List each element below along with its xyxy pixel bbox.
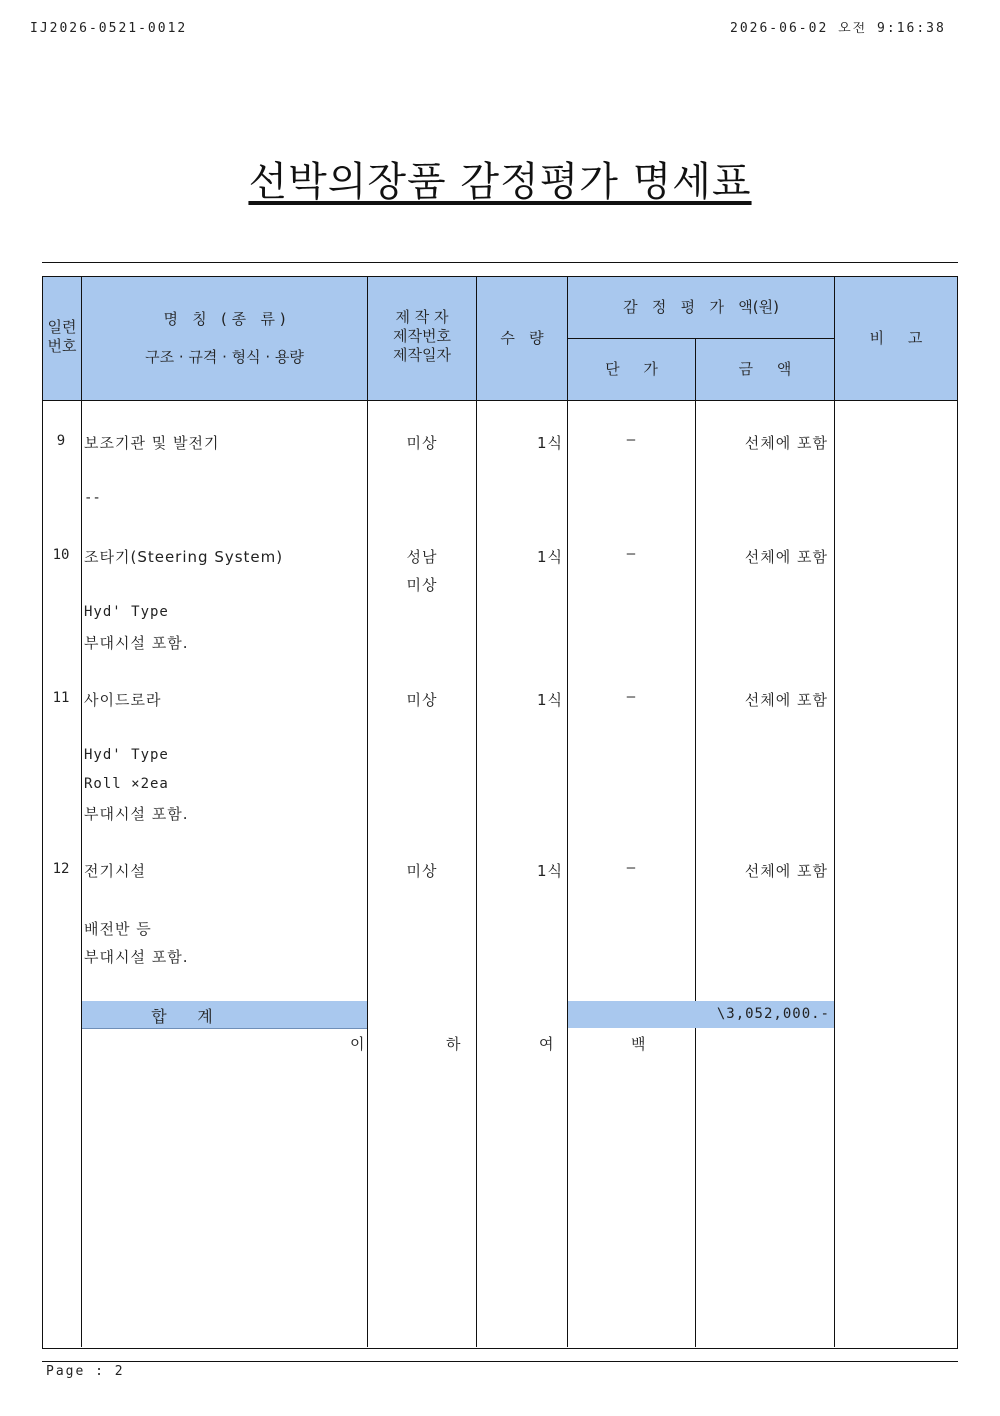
header-quantity: 수 량 [500, 329, 544, 347]
row-11-maker: 미상 [406, 691, 438, 709]
row-12-quantity: 1식 [536, 862, 563, 880]
row-10-maker-1: 성남 [406, 548, 438, 566]
row-12-maker: 미상 [406, 862, 438, 880]
header-name: 명 칭 ( 종 류 ) [163, 310, 286, 328]
row-12-detail-2: 부대시설 포함. [84, 948, 189, 966]
header-appraisal: 감 정 평 가 액(원) [623, 298, 779, 316]
row-12-unit-price: — [626, 860, 636, 876]
col-divider-1 [81, 277, 82, 1347]
total-label: 합 계 [151, 1007, 213, 1026]
row-9-unit-price: — [626, 432, 636, 448]
header-remarks: 비 고 [869, 329, 923, 347]
page-title: 선박의장품 감정평가 명세표 [248, 159, 752, 205]
row-10-amount: 선체에 포함 [744, 548, 828, 566]
print-timestamp: 2026-06-02 오전 9:16:38 [730, 22, 946, 36]
row-12-name: 전기시설 [84, 862, 146, 880]
row-10-name: 조타기(Steering System) [84, 548, 284, 566]
header-unit-price: 단 가 [605, 360, 658, 378]
row-10-number: 10 [52, 547, 70, 563]
document-id: IJ2026-0521-0012 [30, 22, 188, 36]
row-11-amount: 선체에 포함 [744, 691, 828, 709]
row-11-unit-price: — [626, 689, 636, 705]
header-spec: 구조 · 규격 · 형식 · 용량 [145, 348, 304, 366]
row-10-quantity: 1식 [536, 548, 563, 566]
bottom-rule [42, 1361, 958, 1362]
top-rule [42, 262, 958, 263]
header-maker [368, 308, 476, 365]
blank-mark-3: 여 [539, 1035, 555, 1053]
row-10-detail-2: 부대시설 포함. [84, 634, 189, 652]
total-amount: \3,052,000.- [716, 1006, 830, 1022]
row-9-amount: 선체에 포함 [744, 434, 828, 452]
blank-mark-1: 이 [350, 1035, 366, 1053]
header-amount: 금 액 [738, 360, 792, 378]
row-12-number: 12 [52, 861, 70, 877]
row-9-number: 9 [56, 433, 66, 449]
row-12-detail-1: 배전반 등 [84, 920, 152, 938]
row-12-amount: 선체에 포함 [744, 862, 828, 880]
row-11-number: 11 [52, 690, 70, 706]
header-divider [568, 338, 834, 339]
row-9-maker: 미상 [406, 434, 438, 452]
row-11-name: 사이드로라 [84, 691, 162, 709]
row-11-detail-2: Roll ×2ea [84, 776, 169, 792]
blank-mark-2: 하 [446, 1035, 462, 1053]
col-divider-6 [834, 277, 835, 1347]
row-10-unit-price: — [626, 546, 636, 562]
col-divider-5 [695, 338, 696, 1347]
header-serial-line2: 번호 [47, 337, 77, 355]
row-9-detail-1: -- [84, 490, 101, 506]
row-11-detail-3: 부대시설 포함. [84, 805, 189, 823]
row-9-quantity: 1식 [536, 434, 563, 452]
row-10-maker-2: 미상 [406, 576, 438, 594]
header-maker-line1: 제 작 자 [395, 308, 449, 326]
row-9-name: 보조기관 및 발전기 [84, 434, 220, 452]
blank-mark-4: 백 [631, 1035, 647, 1053]
header-maker-line3: 제작일자 [393, 346, 451, 364]
header-serial-line1: 일련 [47, 318, 77, 336]
header-maker-line2: 제작번호 [393, 327, 451, 345]
page-number: Page : 2 [46, 1364, 125, 1379]
row-11-detail-1: Hyd' Type [84, 747, 169, 763]
header-serial [43, 318, 81, 356]
row-11-quantity: 1식 [536, 691, 563, 709]
header-bottom-line [42, 400, 958, 401]
row-10-detail-1: Hyd' Type [84, 604, 169, 620]
total-underline-left [82, 1028, 367, 1029]
